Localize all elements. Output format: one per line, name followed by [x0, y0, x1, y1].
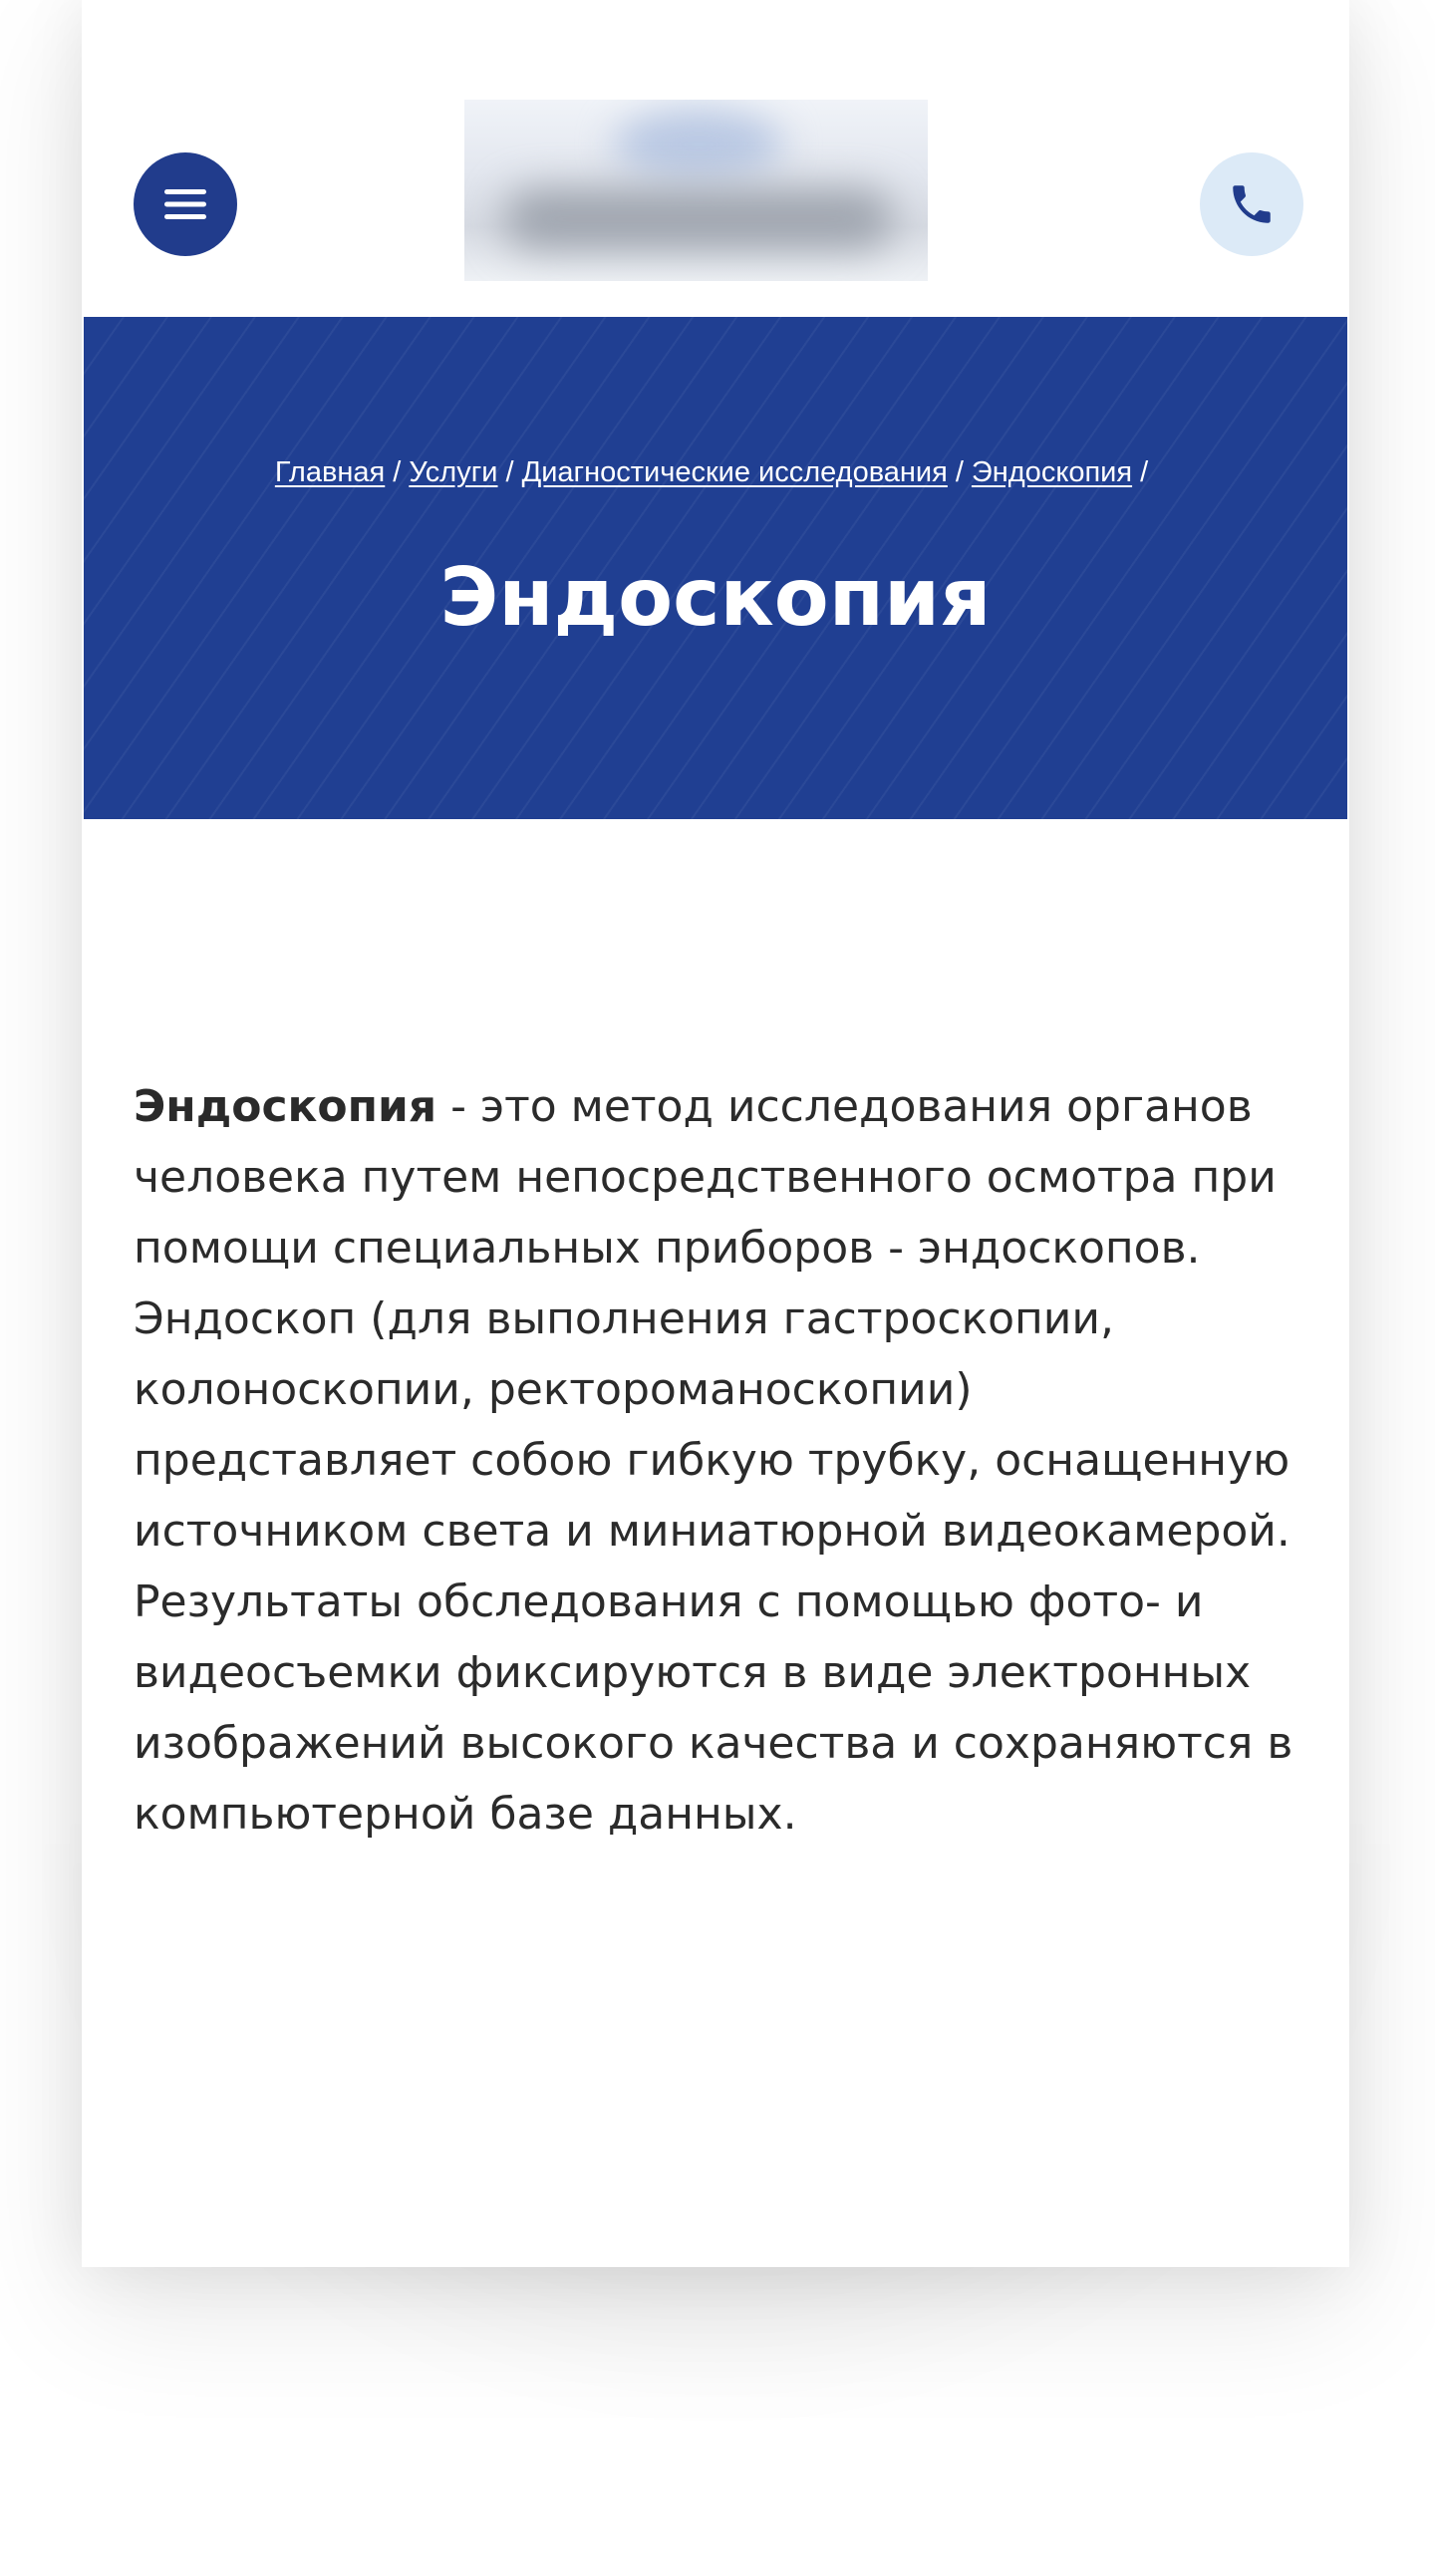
phone-button[interactable] — [1200, 152, 1303, 256]
breadcrumb-separator: / — [393, 456, 402, 488]
breadcrumb-link-home[interactable]: Главная — [274, 456, 386, 488]
site-logo[interactable] — [464, 100, 928, 281]
breadcrumb-link-endoscopy[interactable]: Эндоскопия — [971, 456, 1133, 488]
breadcrumb-separator: / — [1140, 456, 1149, 488]
phone-icon — [1227, 179, 1277, 229]
term-highlight: Эндоскопия — [134, 1081, 437, 1132]
page-title: Эндоскопия — [439, 551, 992, 644]
breadcrumb-separator: / — [505, 456, 514, 488]
term-description: - это метод исследования органов человека путем непосредственного осмотра при помощи специальных приборов - эндоскопов. Эндоскоп (для выполнения гастроскопии, колоноскопии, ректороманоскопии) представляет собою гибкую трубку, оснащенную источником света и миниатюрной видеокамерой. Результаты обследования с помощью фото- и видеосъемки фиксируются в виде электронных изображений высокого качества и сохраняются в компьютерной базе данных. — [134, 1081, 1293, 1840]
hamburger-menu-icon — [162, 184, 208, 224]
article-paragraph — [134, 1071, 1299, 1850]
site-header — [82, 0, 1349, 317]
breadcrumb-link-diagnostics[interactable]: Диагностические исследования — [521, 456, 948, 488]
mobile-page — [82, 0, 1349, 2267]
page-hero-banner — [84, 317, 1347, 819]
menu-button[interactable] — [134, 152, 237, 256]
breadcrumb — [84, 456, 1347, 489]
article-body — [134, 1071, 1299, 1850]
breadcrumb-link-services[interactable]: Услуги — [409, 456, 498, 488]
breadcrumb-separator: / — [955, 456, 964, 488]
